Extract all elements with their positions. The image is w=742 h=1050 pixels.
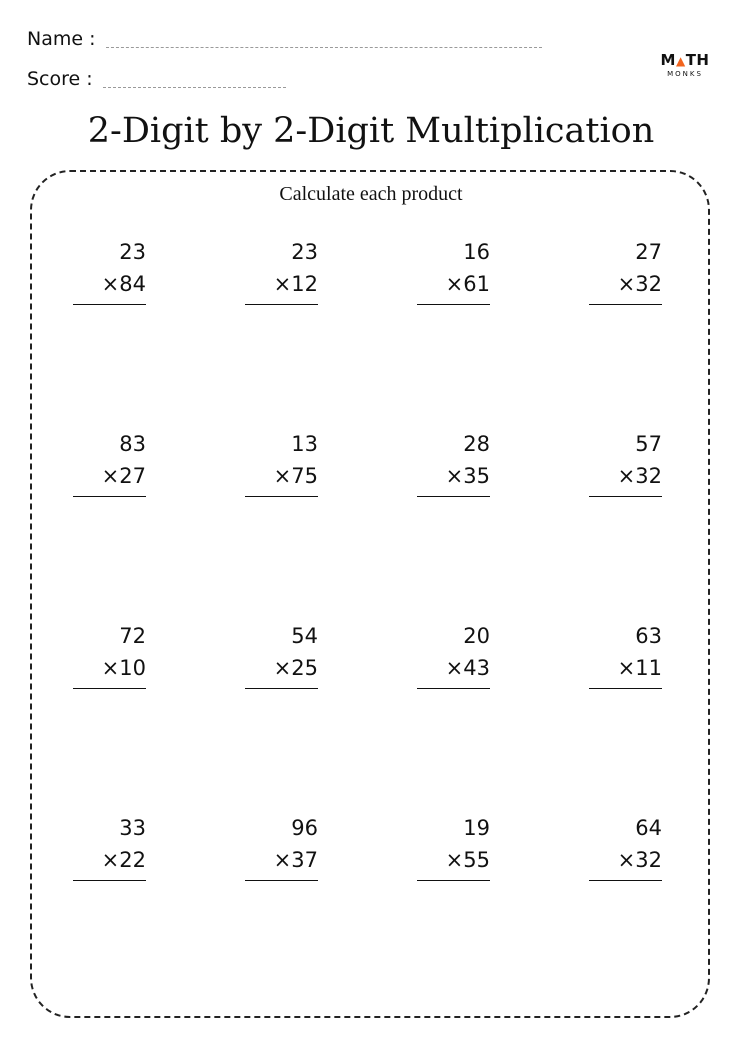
multiplier: ×43 (417, 652, 490, 689)
multiplicand: 72 (119, 624, 146, 648)
logo-triangle-icon: ▲ (675, 54, 686, 68)
multiplier: ×61 (417, 268, 490, 305)
multiplicand: 83 (119, 432, 146, 456)
multiplier: ×25 (245, 652, 318, 689)
problem (589, 812, 662, 881)
score-field-row (27, 68, 286, 90)
name-label: Name : (27, 28, 96, 50)
multiplicand: 33 (119, 816, 146, 840)
multiplicand: 64 (635, 816, 662, 840)
problem (589, 620, 662, 689)
multiplicand: 19 (463, 816, 490, 840)
logo-text-right: TH (685, 51, 710, 69)
problem (245, 236, 318, 305)
problem (417, 812, 490, 881)
score-label: Score : (27, 68, 93, 90)
multiplicand: 23 (119, 240, 146, 264)
score-input-line[interactable] (103, 87, 286, 88)
multiplicand: 96 (291, 816, 318, 840)
logo-subtext: MONKS (667, 70, 703, 78)
multiplicand: 28 (463, 432, 490, 456)
instructions: Calculate each product (279, 183, 463, 205)
multiplier: ×55 (417, 844, 490, 881)
problem (245, 812, 318, 881)
multiplicand: 27 (635, 240, 662, 264)
problem (417, 236, 490, 305)
multiplier: ×11 (589, 652, 662, 689)
name-field-row (27, 28, 542, 50)
multiplicand: 57 (635, 432, 662, 456)
multiplicand: 63 (635, 624, 662, 648)
multiplicand: 23 (291, 240, 318, 264)
problem (417, 620, 490, 689)
multiplier: ×32 (589, 844, 662, 881)
multiplicand: 20 (463, 624, 490, 648)
multiplier: ×22 (73, 844, 146, 881)
problem (73, 812, 146, 881)
multiplier: ×12 (245, 268, 318, 305)
problem (245, 428, 318, 497)
name-input-line[interactable] (106, 47, 542, 48)
multiplier: ×84 (73, 268, 146, 305)
multiplier: ×35 (417, 460, 490, 497)
multiplier: ×10 (73, 652, 146, 689)
problem (245, 620, 318, 689)
math-monks-logo (656, 52, 714, 78)
multiplier: ×37 (245, 844, 318, 881)
multiplier: ×32 (589, 268, 662, 305)
problem (73, 620, 146, 689)
multiplier: ×75 (245, 460, 318, 497)
problem (589, 428, 662, 497)
multiplier: ×32 (589, 460, 662, 497)
multiplicand: 16 (463, 240, 490, 264)
page-title: 2-Digit by 2-Digit Multiplication (87, 111, 655, 151)
multiplicand: 13 (291, 432, 318, 456)
multiplier: ×27 (73, 460, 146, 497)
problem (73, 236, 146, 305)
problem (589, 236, 662, 305)
problem (417, 428, 490, 497)
multiplicand: 54 (291, 624, 318, 648)
logo-text-left: M (660, 51, 676, 69)
problem (73, 428, 146, 497)
